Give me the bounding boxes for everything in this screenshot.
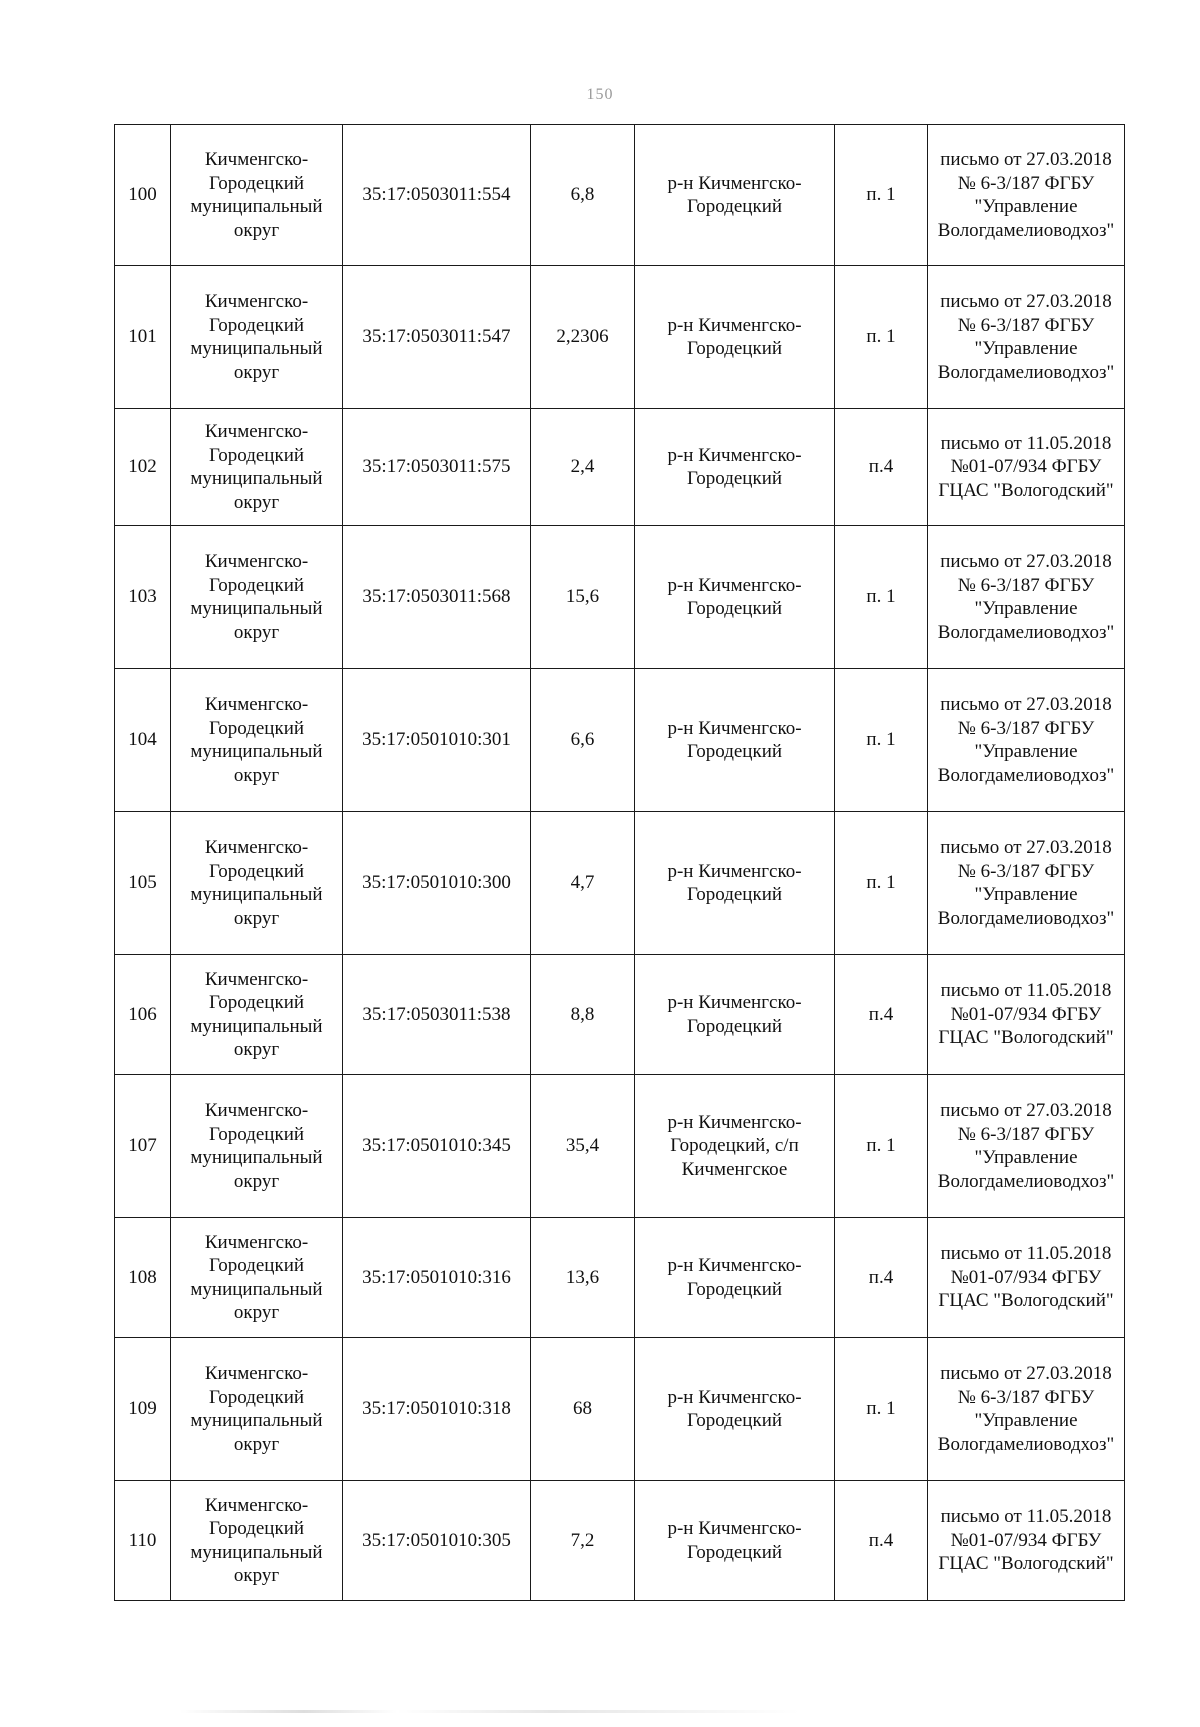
location-cell: р-н Кичменгско-Городецкий <box>635 1218 835 1338</box>
municipality-cell: Кичменгско-Городецкий муниципальный округ <box>171 812 343 955</box>
municipality-cell: Кичменгско-Городецкий муниципальный округ <box>171 1481 343 1601</box>
municipality-cell: Кичменгско-Городецкий муниципальный округ <box>171 955 343 1075</box>
row-number: 105 <box>115 812 171 955</box>
municipality-cell: Кичменгско-Городецкий муниципальный округ <box>171 409 343 526</box>
clause-cell: п. 1 <box>835 125 928 266</box>
table-row <box>115 266 1125 409</box>
clause-cell: п. 1 <box>835 812 928 955</box>
basis-document-cell: письмо от 27.03.2018 № 6-3/187 ФГБУ "Управление Вологдамелиоводхоз" <box>928 125 1125 266</box>
row-number: 102 <box>115 409 171 526</box>
area-cell: 6,6 <box>531 669 635 812</box>
location-cell: р-н Кичменгско-Городецкий <box>635 266 835 409</box>
cadastral-number-cell: 35:17:0501010:316 <box>343 1218 531 1338</box>
cadastral-number-cell: 35:17:0503011:554 <box>343 125 531 266</box>
clause-cell: п. 1 <box>835 266 928 409</box>
page-number: 150 <box>586 86 614 103</box>
area-cell: 13,6 <box>531 1218 635 1338</box>
table-row <box>115 1338 1125 1481</box>
cadastral-number-cell: 35:17:0501010:345 <box>343 1075 531 1218</box>
municipality-cell: Кичменгско-Городецкий муниципальный округ <box>171 526 343 669</box>
cadastral-number-cell: 35:17:0501010:318 <box>343 1338 531 1481</box>
cadastral-number-cell: 35:17:0503011:547 <box>343 266 531 409</box>
area-cell: 2,2306 <box>531 266 635 409</box>
municipality-cell: Кичменгско-Городецкий муниципальный округ <box>171 1338 343 1481</box>
clause-cell: п.4 <box>835 1218 928 1338</box>
basis-document-cell: письмо от 27.03.2018 № 6-3/187 ФГБУ "Управление Вологдамелиоводхоз" <box>928 1338 1125 1481</box>
location-cell: р-н Кичменгско-Городецкий <box>635 125 835 266</box>
municipality-cell: Кичменгско-Городецкий муниципальный округ <box>171 1218 343 1338</box>
location-cell: р-н Кичменгско-Городецкий <box>635 955 835 1075</box>
clause-cell: п. 1 <box>835 669 928 812</box>
location-cell: р-н Кичменгско-Городецкий <box>635 409 835 526</box>
municipality-cell: Кичменгско-Городецкий муниципальный округ <box>171 266 343 409</box>
basis-document-cell: письмо от 27.03.2018 № 6-3/187 ФГБУ "Управление Вологдамелиоводхоз" <box>928 1075 1125 1218</box>
basis-document-cell: письмо от 11.05.2018 №01-07/934 ФГБУ ГЦАС "Вологодский" <box>928 1218 1125 1338</box>
location-cell: р-н Кичменгско-Городецкий <box>635 526 835 669</box>
location-cell: р-н Кичменгско-Городецкий <box>635 1338 835 1481</box>
row-number: 107 <box>115 1075 171 1218</box>
basis-document-cell: письмо от 27.03.2018 № 6-3/187 ФГБУ "Управление Вологдамелиоводхоз" <box>928 812 1125 955</box>
clause-cell: п.4 <box>835 1481 928 1601</box>
table-row <box>115 125 1125 266</box>
cadastral-number-cell: 35:17:0501010:305 <box>343 1481 531 1601</box>
area-cell: 35,4 <box>531 1075 635 1218</box>
location-cell: р-н Кичменгско-Городецкий <box>635 669 835 812</box>
area-cell: 4,7 <box>531 812 635 955</box>
cadastral-number-cell: 35:17:0503011:538 <box>343 955 531 1075</box>
table-row <box>115 669 1125 812</box>
clause-cell: п. 1 <box>835 1338 928 1481</box>
clause-cell: п. 1 <box>835 526 928 669</box>
cadastral-number-cell: 35:17:0503011:568 <box>343 526 531 669</box>
table-row <box>115 1075 1125 1218</box>
basis-document-cell: письмо от 27.03.2018 № 6-3/187 ФГБУ "Управление Вологдамелиоводхоз" <box>928 266 1125 409</box>
basis-document-cell: письмо от 11.05.2018 №01-07/934 ФГБУ ГЦАС "Вологодский" <box>928 1481 1125 1601</box>
land-plots-table <box>114 124 1125 1601</box>
row-number: 108 <box>115 1218 171 1338</box>
cadastral-number-cell: 35:17:0501010:300 <box>343 812 531 955</box>
location-cell: р-н Кичменгско-Городецкий <box>635 1481 835 1601</box>
basis-document-cell: письмо от 27.03.2018 № 6-3/187 ФГБУ "Управление Вологдамелиоводхоз" <box>928 669 1125 812</box>
area-cell: 68 <box>531 1338 635 1481</box>
municipality-cell: Кичменгско-Городецкий муниципальный округ <box>171 1075 343 1218</box>
row-number: 106 <box>115 955 171 1075</box>
scan-artifact <box>180 1710 800 1713</box>
area-cell: 6,8 <box>531 125 635 266</box>
table-body <box>115 125 1125 1601</box>
row-number: 104 <box>115 669 171 812</box>
row-number: 101 <box>115 266 171 409</box>
area-cell: 15,6 <box>531 526 635 669</box>
location-cell: р-н Кичменгско-Городецкий <box>635 812 835 955</box>
cadastral-number-cell: 35:17:0503011:575 <box>343 409 531 526</box>
municipality-cell: Кичменгско-Городецкий муниципальный округ <box>171 669 343 812</box>
table-row <box>115 955 1125 1075</box>
table-row <box>115 1481 1125 1601</box>
area-cell: 2,4 <box>531 409 635 526</box>
row-number: 103 <box>115 526 171 669</box>
municipality-cell: Кичменгско-Городецкий муниципальный округ <box>171 125 343 266</box>
area-cell: 8,8 <box>531 955 635 1075</box>
basis-document-cell: письмо от 11.05.2018 №01-07/934 ФГБУ ГЦАС "Вологодский" <box>928 409 1125 526</box>
row-number: 110 <box>115 1481 171 1601</box>
row-number: 100 <box>115 125 171 266</box>
clause-cell: п. 1 <box>835 1075 928 1218</box>
table-row <box>115 812 1125 955</box>
row-number: 109 <box>115 1338 171 1481</box>
location-cell: р-н Кичменгско-Городецкий, с/п Кичменгское <box>635 1075 835 1218</box>
table-row <box>115 1218 1125 1338</box>
area-cell: 7,2 <box>531 1481 635 1601</box>
clause-cell: п.4 <box>835 955 928 1075</box>
cadastral-number-cell: 35:17:0501010:301 <box>343 669 531 812</box>
table-row <box>115 526 1125 669</box>
basis-document-cell: письмо от 11.05.2018 №01-07/934 ФГБУ ГЦАС "Вологодский" <box>928 955 1125 1075</box>
clause-cell: п.4 <box>835 409 928 526</box>
table-row <box>115 409 1125 526</box>
basis-document-cell: письмо от 27.03.2018 № 6-3/187 ФГБУ "Управление Вологдамелиоводхоз" <box>928 526 1125 669</box>
